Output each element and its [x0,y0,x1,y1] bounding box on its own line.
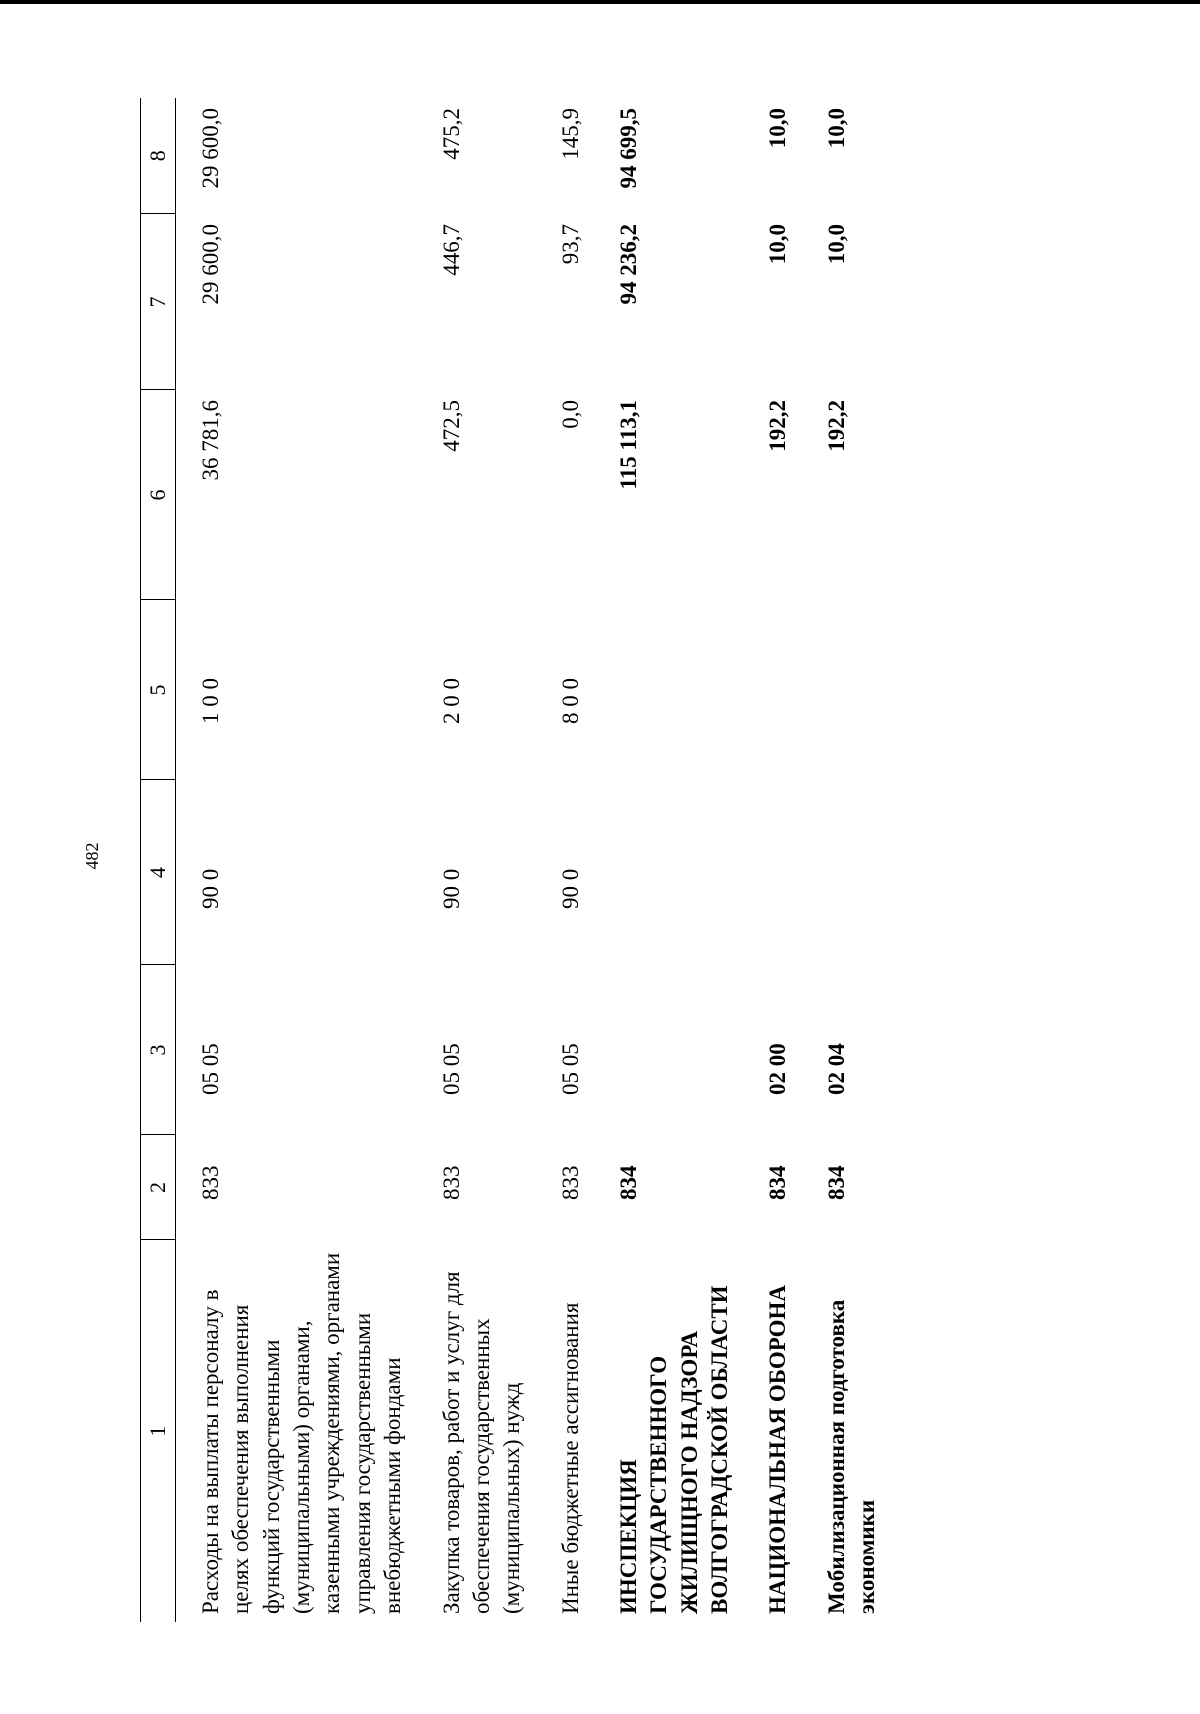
row-code: 834 [615,1165,641,1200]
row-target [808,780,897,965]
row-value-col7: 93,7 [557,224,583,265]
row-expense-type [600,600,749,780]
row-section: 05 05 [438,1043,464,1095]
row-value-col8: 29 600,0 [198,108,223,189]
header-row [141,98,176,1622]
row-value-col8: 475,2 [438,108,464,160]
row-name: Закупка товаров, работ и услуг для обеспечения государственных (муниципальных) нужд [438,1271,525,1614]
row-target: 90 0 [198,868,223,909]
row-section: 05 05 [198,1043,223,1095]
row-name: Мобилизационная подготовка экономики [823,1299,880,1614]
row-value-col8: 94 699,5 [615,108,641,189]
row-name: Расходы на выплаты персоналу в целях обеспечения выполнения функций государственными (муниципальными) органами, казенными учреждениями, органами управления государственными внебюджетными фондами [198,1252,406,1614]
budget-table [140,98,896,1622]
row-section [600,965,749,1135]
row-section: 02 04 [823,1043,849,1095]
row-value-col7: 94 236,2 [615,224,641,305]
row-code: 833 [557,1165,583,1200]
row-value-col8: 10,0 [765,108,791,149]
row-section: 02 00 [765,1043,791,1095]
row-target [749,780,807,965]
table-row [176,98,423,1622]
table-row [423,98,542,1622]
row-value-col7: 10,0 [765,224,791,265]
row-value-col8: 145,9 [557,108,583,160]
row-value-col7: 10,0 [823,224,849,265]
row-code: 834 [823,1165,849,1200]
table-row [749,98,807,1622]
row-expense-type: 1 0 0 [198,678,223,724]
row-name: ИНСПЕКЦИЯ ГОСУДАРСТВЕННОГО ЖИЛИЩНОГО НАДЗОРА ВОЛГОГРАДСКОЙ ОБЛАСТИ [615,1285,733,1614]
row-value-col8: 10,0 [823,108,849,149]
row-value-col6: 115 113,1 [615,400,641,490]
row-code: 833 [198,1165,223,1200]
row-code: 833 [438,1165,464,1200]
column-header: 4 [141,780,176,965]
row-value-col6: 192,2 [823,400,849,452]
row-value-col7: 446,7 [438,224,464,276]
row-target: 90 0 [557,868,583,909]
row-expense-type [808,600,897,780]
column-header: 7 [141,214,176,390]
column-header: 3 [141,965,176,1135]
row-value-col6: 0,0 [557,400,583,429]
column-header: 5 [141,600,176,780]
row-value-col6: 36 781,6 [198,400,223,481]
row-section: 05 05 [557,1043,583,1095]
page-number: 482 [82,842,102,870]
row-expense-type: 8 0 0 [557,678,583,724]
column-header: 6 [141,390,176,600]
row-value-col7: 29 600,0 [198,224,223,305]
column-header: 8 [141,98,176,214]
row-target [600,780,749,965]
column-header: 2 [141,1135,176,1240]
row-expense-type [749,600,807,780]
row-value-col6: 472,5 [438,400,464,452]
row-value-col6: 192,2 [765,400,791,452]
row-expense-type: 2 0 0 [438,678,464,724]
column-header: 1 [141,1240,176,1622]
row-name: НАЦИОНАЛЬНАЯ ОБОРОНА [765,1284,791,1614]
table-row [542,98,600,1622]
row-code: 834 [765,1165,791,1200]
row-target: 90 0 [438,868,464,909]
row-name: Иные бюджетные ассигнования [557,1302,583,1614]
table-row [808,98,897,1622]
table-row [600,98,749,1622]
